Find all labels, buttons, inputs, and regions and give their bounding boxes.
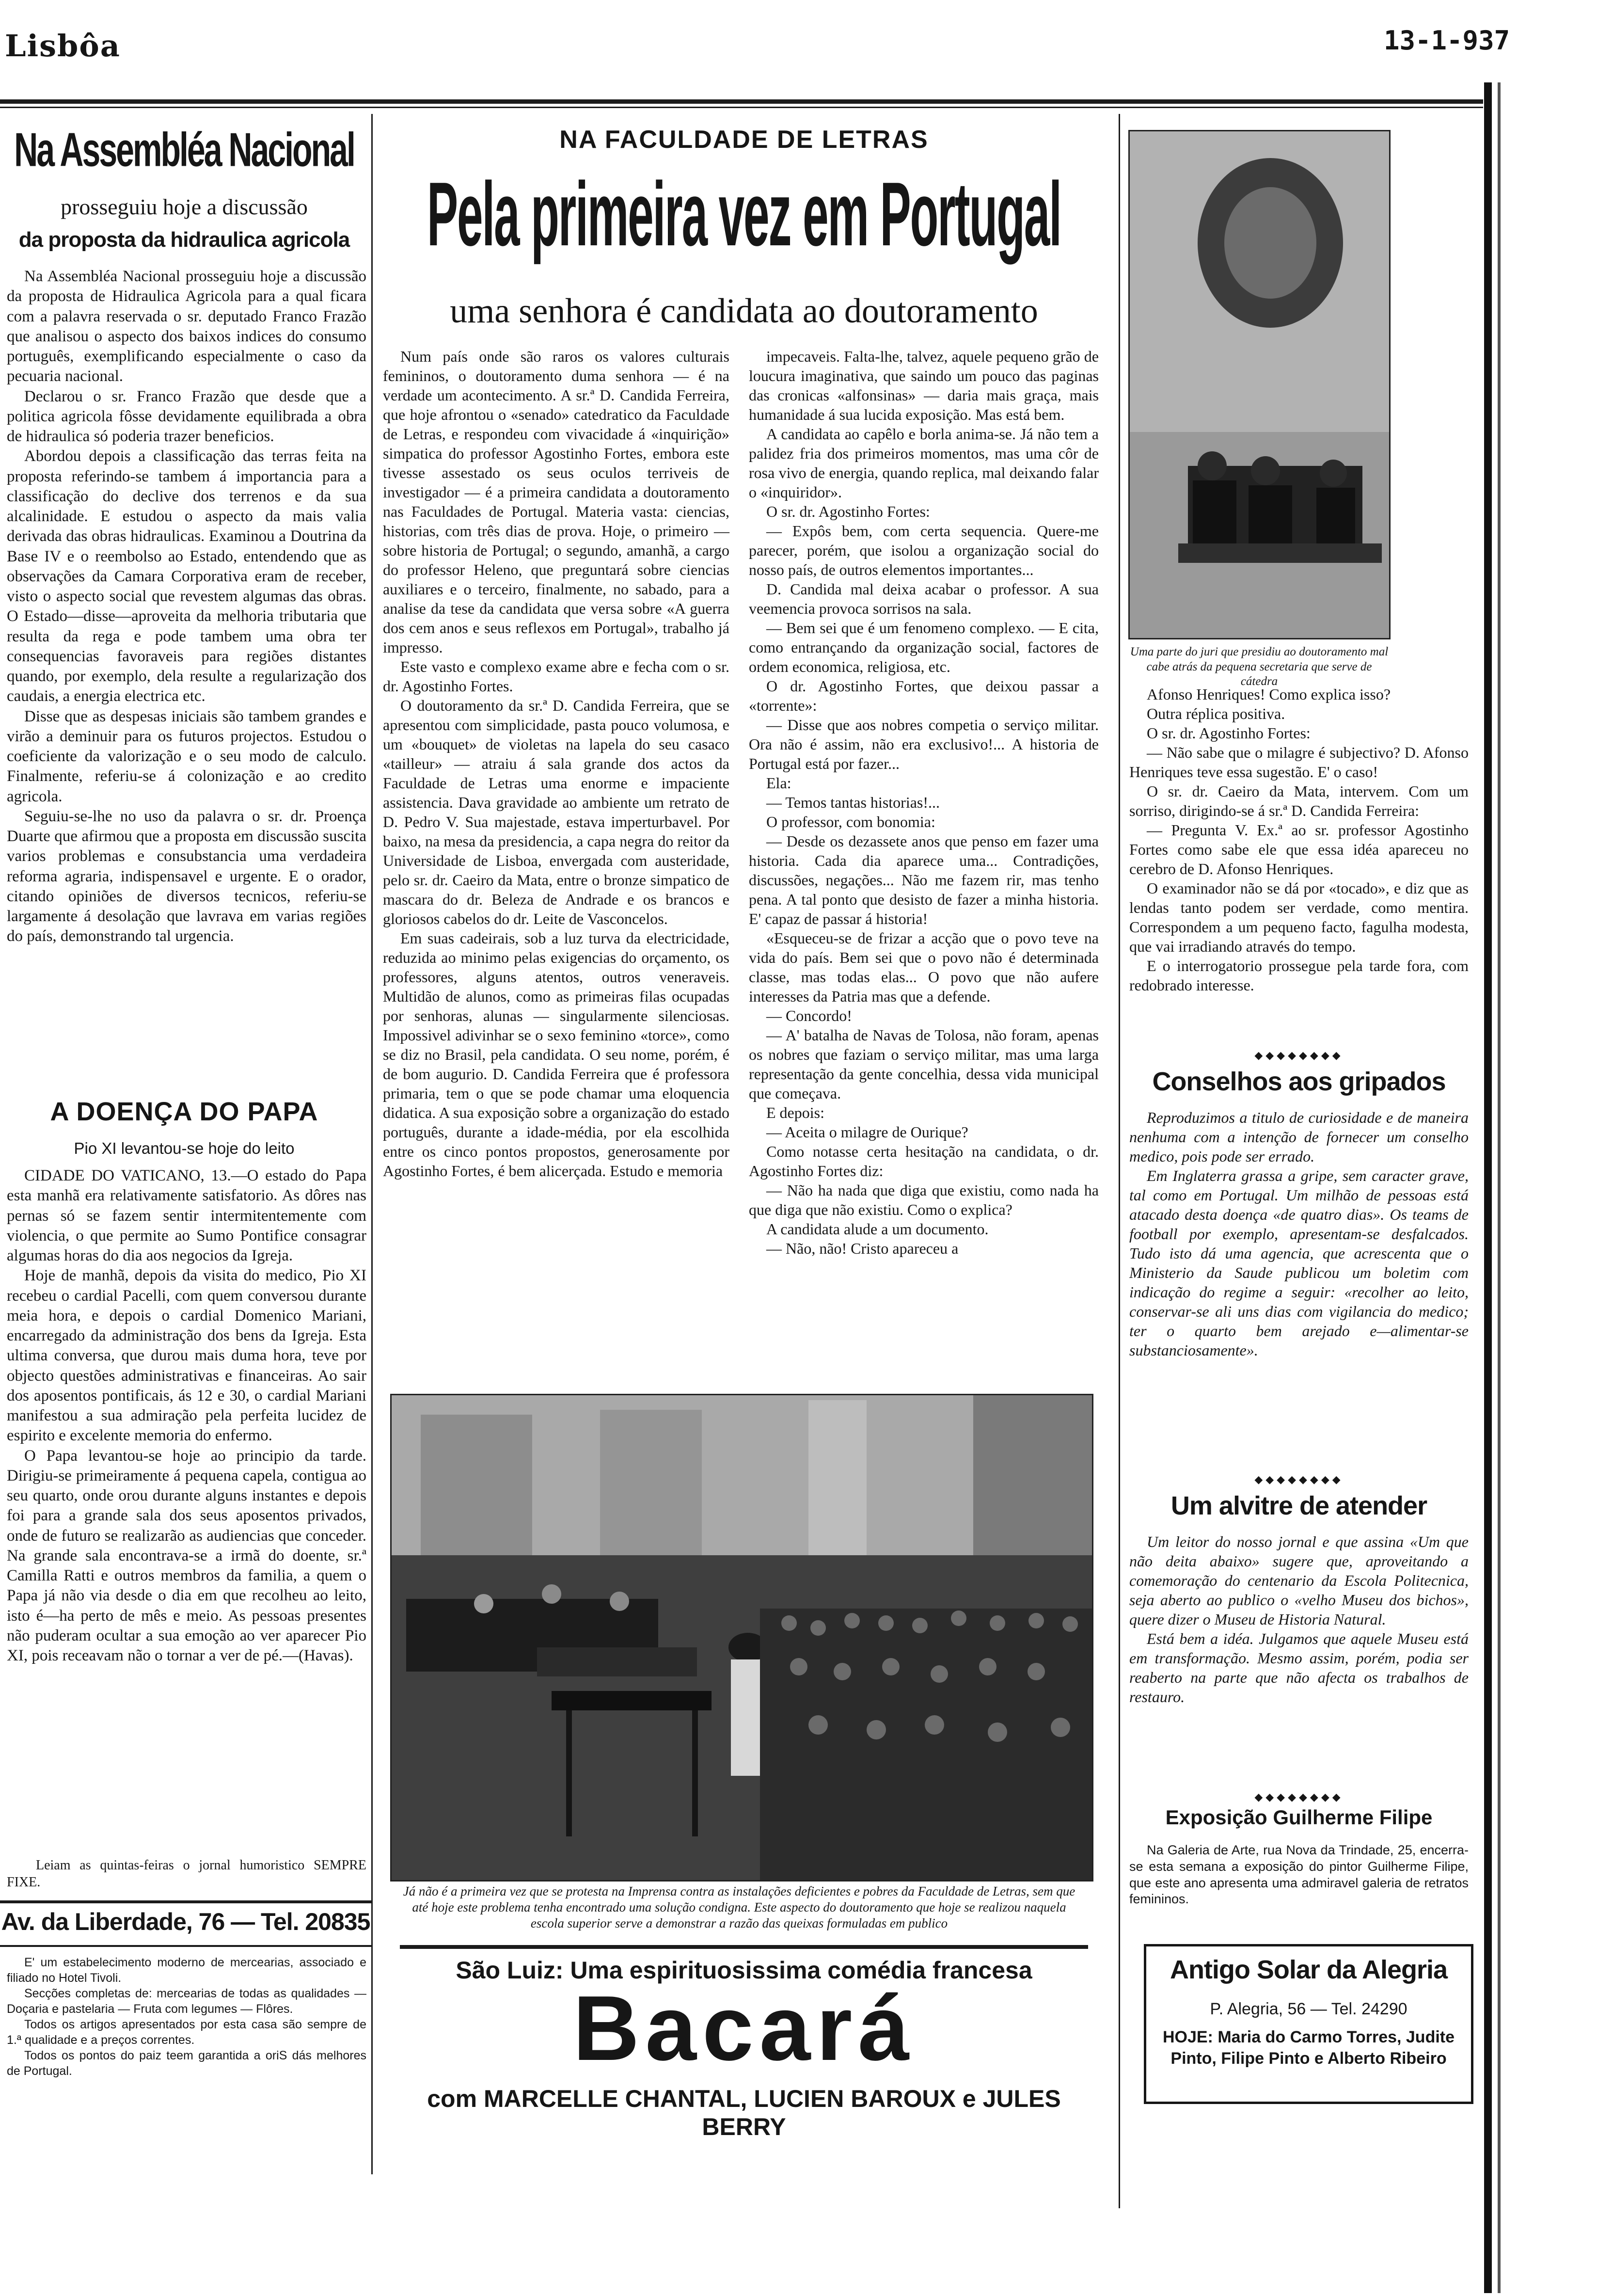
masthead-rule-thin: [0, 107, 1483, 108]
solar-text: HOJE: Maria do Carmo Torres, Judite Pinto, Filipe Pinto e Alberto Ribeiro: [1162, 2028, 1455, 2068]
bacara-cast: com MARCELLE CHANTAL, LUCIEN BAROUX e JULES BERRY: [427, 2085, 1061, 2140]
paragraph: Num país onde são raros os valores culturais femininos, o doutoramento duma senhora — é na verdade um acontecimento. A sr.ª D. Candida Ferreira, que hoje afrontou o «senado» catedratico da Faculdade de Letras, e respondeu com vivacidade á «inquirição» simpatica do professor Agostinho Fortes, embora este tivesse assestado os seus oculos terriveis de investigador — é a primeira candidata a doutoramento nas Faculdades de Portugal. Materia vasta: ciencias, historias, com três dias de prova. Hoje, o primeiro — sobre historia de Portugal; o segundo, amanhã, a cargo do professor Heleno, que preguntará sobre ciencias auxiliares e o terceiro, finalmente, no sabado, para a analise da tese da candidata que versa sobre «A guerra dos cem anos e seus reflexos em Portugal», trabalho já impresso.: [383, 348, 729, 656]
assembleia-headline: Na Assembléa Nacional: [14, 123, 354, 177]
assembleia-body: [7, 267, 366, 947]
paragraph: — Não sabe que o milagre é subjectivo? D. Afonso Henriques teve essa sugestão. E' o caso!: [1129, 744, 1469, 781]
masthead-rule: [0, 99, 1483, 104]
paragraph: Em suas cadeirais, sob a luz turva da electricidade, reduzida ao minimo pelas exigencias do orçamento, os professores, alguns atentos, outros veneraveis. Multidão de alunos, como as primeiras filas ocupadas por senhoras, alunas — singularmente silenciosas. Impossivel adivinhar se o sexo feminino «torce», como se diz no Brasil, pela candidata. O seu nome, porém, é de bom augurio. D. Candida Ferreira que é professora primaria, tem o que se pode chamar uma eloquencia didatica. A sua exposição sobre a organização do estado português, durante a idade-média, por ela escolhida entre os cinco pontos propostos, generosamente por Agostinho Fortes, é bem alicerçada. Estudo e memoria: [383, 929, 729, 1180]
paragraph: O professor, com bonomia:: [766, 813, 935, 830]
paragraph: Está bem a idéa. Julgamos que aquele Museu está em transformação. Mesmo assim, porém, podia ser reaberto na parte que não afecta os trabalhos de restauro.: [1129, 1630, 1469, 1706]
right-continuation: [1129, 685, 1469, 995]
paragraph: Hoje de manhã, depois da visita do medico, Pio XI recebeu o cardial Pacelli, com quem conversou durante meia hora, e depois o cardial Domenico Mariani, encarregado da administração dos bens da Igreja. Esta ultima conversa, que durou mais duma hora, teve por objecto questões administrativas e financeiras. Ao sair dos aposentos pontificais, ás 12 e 30, o cardial Mariani manifestou a sua admiração pela perfeita lucidez de espirito e excelente memoria do enfermo.: [7, 1267, 366, 1445]
paragraph: — Desde os dezassete anos que penso em fazer uma historia. Cada dia aparece uma... Contradições, discussões, negações... Não me fazem rir, mas tenho pena. A tal ponto que desisto de fazer a minha historia. E' capaz de passar á historia!: [749, 832, 1099, 927]
paragraph: Na Galeria de Arte, rua Nova da Trindade, 25, encerra-se esta semana a exposição do pintor Guilherme Filipe, que este ano apresenta uma admiravel galeria de retratos femininos.: [1129, 1843, 1469, 1907]
paragraph: Como notasse certa hesitação na candidata, o dr. Agostinho Fortes diz:: [749, 1143, 1099, 1180]
masthead-city: Lisbôa: [5, 28, 121, 64]
paragraph: Este vasto e complexo exame abre e fecha com o sr. dr. Agostinho Fortes.: [383, 658, 729, 695]
paragraph: Na Assembléa Nacional prosseguiu hoje a discussão da proposta de Hidraulica Agricola para a qual ficara com a palavra reservada o sr. deputado Franco Frazão que analisou o aspecto dos baixos indices do consumo português, exemplificando especialmente o caso da pecuaria nacional.: [7, 268, 366, 385]
paragraph: — Temos tantas historias!...: [766, 794, 940, 811]
paragraph: — Aceita o milagre de Ourique?: [766, 1123, 968, 1141]
paragraph: E depois:: [766, 1104, 824, 1121]
papa-subhead: Pio XI levantou-se hoje do leito: [74, 1139, 295, 1157]
paragraph: Afonso Henriques! Como explica isso?: [1147, 686, 1391, 703]
ad-address: Av. da Liberdade, 76 — Tel. 20835: [1, 1908, 370, 1935]
column-rule: [1119, 114, 1120, 2208]
paragraph: A candidata alude a um documento.: [766, 1220, 989, 1238]
ad-paragraph: Todos os pontos do paiz teem garantida a oriS dás melhores de Portugal.: [7, 2049, 366, 2078]
paragraph: — Expôs bem, com certa sequencia. Quere-me parecer, porém, que isolou a organização social do nosso país, de outros elementos importantes...: [749, 522, 1099, 578]
paragraph: CIDADE DO VATICANO, 13.—O estado do Papa esta manhã era relativamente satisfatorio. As dôres nas pernas só se fazem sentir intermitentemente com violencia, o que permite ao Sumo Pontifice consagrar algumas horas do dia aos negocios da Igreja.: [7, 1167, 366, 1264]
paragraph: «Esqueceu-se de frizar a acção que o povo teve na vida do país. Bem sei que o povo não é determinada classe, mas todas elas... O povo que não aufere interesses da Patria mas que a defende.: [749, 929, 1099, 1005]
paragraph: O doutoramento da sr.ª D. Candida Ferreira, que se apresentou com simplicidade, pasta pouco volumosa, e um «bouquet» de violetas na lapela do seu casaco «tailleur» — atraiu á sala grande dos actos da Faculdade de Letras uma enorme e impaciente assistencia. Dava gravidade ao ambiente um retrato de D. Pedro V. Sua majestade, estava imperturbavel. Por baixo, na mesa da presidencia, a capa negra do reitor da Universidade de Lisboa, envergada com austeridade, pelo sr. dr. Caeiro da Mata, entre o bronze simpatico de mascara do dr. Beleza de Andrade e os brancos e gloriosos cabelos do dr. Leite de Vasconcelos.: [383, 697, 729, 927]
paragraph: impecaveis. Falta-lhe, talvez, aquele pequeno grão de loucura imaginativa, que saindo um pouco das paginas das cronicas «alfonsinas» — daria mais graça, mais humanidade á sua lucida exposição. Mas está bem.: [749, 348, 1099, 423]
ad-paragraph: E' um estabelecimento moderno de mercearias, associado e filiado no Hotel Tivoli.: [7, 1956, 366, 1985]
solar-address: P. Alegria, 56 — Tel. 24290: [1210, 2000, 1407, 2018]
papa-body: [7, 1166, 366, 1666]
exam-hall-caption: Já não é a primeira vez que se protesta na Imprensa contra as instalações deficientes e pobres da Faculdade de Letras, sem que até hoje este problema tenha encontrado uma solução condigna. Este aspecto do doutoramento que hoje se realizou naquela escola superior serve a demonstrar a razão das queixas formuladas em publico: [403, 1884, 1075, 1930]
bacara-line1: São Luiz: Uma espirituosissima comédia francesa: [456, 1957, 1032, 1984]
divider-ornament: ◆◆◆◆◆◆◆◆: [1254, 1050, 1344, 1062]
alvitre-body: [1129, 1532, 1469, 1706]
paragraph: Outra réplica positiva.: [1147, 705, 1285, 722]
paragraph: — Não ha nada que diga que existiu, como nada ha que diga que não existiu. Como o explica?: [749, 1181, 1099, 1218]
papa-headline: A DOENÇA DO PAPA: [50, 1097, 318, 1126]
paragraph: Seguiu-se-lhe no uso da palavra o sr. dr. Proença Duarte que afirmou que a proposta em discussão suscita varios problemas e consubstancia uma verdadeira reforma agraria, indispensavel e urgente. E o orador, citando opiniões de diversos tecnicos, referiu-se largamente á desolação que lavrava em varias regiões do país, demonstrando tal urgencia.: [7, 807, 366, 945]
jury-illustration: [1130, 131, 1389, 638]
center-subhead: uma senhora é candidata ao doutoramento: [450, 291, 1038, 330]
divider-ornament: ◆◆◆◆◆◆◆◆: [1254, 1791, 1344, 1803]
solar-title: Antigo Solar da Alegria: [1170, 1955, 1448, 1984]
bacara-title: Bacará: [573, 1977, 915, 2080]
paragraph: E o interrogatorio prossegue pela tarde fora, com redobrado interesse.: [1129, 957, 1469, 994]
paragraph: Ela:: [766, 774, 791, 792]
exposicao-body: [1129, 1842, 1469, 1908]
papa-footer: Leiam as quintas-feiras o jornal humoristico SEMPRE FIXE.: [7, 1858, 366, 1890]
paragraph: — Bem sei que é um fenomeno complexo. — E cita, como entrançando da organização social, factores de ordem economica, religiosa, etc.: [749, 619, 1099, 675]
assembleia-subhead-2: da proposta da hidraulica agricola: [18, 228, 350, 252]
paragraph: Em Inglaterra grassa a gripe, sem caracter grave, tal como em Portugal. Um milhão de pessoas está atacado desta doença «de quatro dias». Os teams de football por exemplo, apresentam-se desfalcados. Tudo isto dá uma agencia, que acrescenta que o Ministerio da Saude publicou um boletim com indicação do regime a seguir: «recolher ao leito, conservar-se ali uns dias com vigilancia do medico; ter o quarto bem arejado e—alimentar-se substanciosamente».: [1129, 1167, 1469, 1359]
ad-body: [7, 1955, 366, 2079]
jury-photo: [1128, 130, 1391, 639]
paragraph: — A' batalha de Navas de Tolosa, não foram, apenas os nobres que faziam o serviço militar, mas uma larga representação da gente concelhia, dessa vida municipal que começava.: [749, 1026, 1099, 1102]
paragraph: A candidata ao capêlo e borla anima-se. Já não tem a palidez fria dos primeiros momentos, mas uma côr de rosa vivo de energia, quando replica, mal deixando falar o «inquiridor».: [749, 425, 1099, 501]
paragraph: O sr. dr. Agostinho Fortes:: [766, 503, 930, 520]
masthead-date: 13-1-937: [1384, 25, 1510, 56]
paragraph: Disse que as despesas iniciais são tambem grandes e virão a deminuir para os futuros projectos. Estudou o coeficiente da valorização e o seu modo de calculo. Finalmente, referiu-se á colonização e ao credito agricola.: [7, 707, 366, 805]
paragraph: O examinador não se dá por «tocado», e diz que as lendas tanto podem ser verdade, como mentira. Correspondem a um pequeno facto, fagulha modesta, que vai irradiando através do tempo.: [1129, 879, 1469, 955]
exam-hall-photo: [390, 1394, 1093, 1881]
ad-rule: [0, 1900, 371, 1903]
center-headline: Pela primeira vez em Portugal: [427, 170, 1061, 265]
paragraph: O Papa levantou-se hoje ao principio da tarde. Dirigiu-se primeiramente á pequena capela, contigua ao seu quarto, onde orou durante alguns instantes e depois foi para a grande sala dos seus aposentos privados, onde de futuro se realizarão as audiencias que conceder. Na grande sala encontrava-se a irmã do doente, sr.ª Camilla Ratti e outros membros da familia, a quem o Papa já não via desde o dia em que recolheu ao leito, isto é—ha perto de mês e meio. As pessoas presentes não puderam ocultar a sua emoção ao ver aparecer Pio XI, pois receavam não o tornar a ver de pé.—(Havas).: [7, 1447, 366, 1664]
center-column-b: [749, 347, 1099, 1258]
bacara-rule-top: [400, 1945, 1088, 1949]
edge-stripe-2: [1498, 82, 1501, 2293]
assembleia-subhead-1: prosseguiu hoje a discussão: [61, 194, 308, 219]
paragraph: O sr. dr. Caeiro da Mata, intervem. Com um sorriso, dirigindo-se á sr.ª D. Candida Ferreira:: [1129, 782, 1469, 819]
paragraph: — Disse que aos nobres competia o serviço militar. Ora não é assim, não era exclusivo!... A historia de Portugal está por fazer...: [749, 716, 1099, 772]
ad-paragraph: Secções completas de: mercearias de todas as qualidades — Doçaria e pastelaria — Fruta com legumes — Flôres.: [7, 1987, 366, 2016]
paragraph: Declarou o sr. Franco Frazão que desde que a politica agricola fôsse devidamente equilibrada a obra de hidraulica só poderia trazer beneficios.: [7, 387, 366, 445]
exam-hall-illustration: [392, 1395, 1092, 1880]
paragraph: — Pregunta V. Ex.ª ao sr. professor Agostinho Fortes como sabe ele que essa idéa apareceu no cerebro de D. Afonso Henriques.: [1129, 821, 1469, 877]
paragraph: D. Candida mal deixa acabar o professor. A sua veemencia provoca sorrisos na sala.: [749, 580, 1099, 617]
paragraph: O dr. Agostinho Fortes, que deixou passar a «torrente»:: [749, 677, 1099, 714]
exposicao-headline: Exposição Guilherme Filipe: [1165, 1806, 1433, 1829]
alvitre-headline: Um alvitre de atender: [1170, 1491, 1427, 1520]
center-kicker: NA FACULDADE DE LETRAS: [559, 126, 929, 154]
ad-paragraph: Todos os artigos apresentados por esta casa são sempre de 1.ª qualidade e a preços correntes.: [7, 2018, 366, 2047]
paragraph: O sr. dr. Agostinho Fortes:: [1147, 724, 1311, 742]
paragraph: Abordou depois a classificação das terras feita na proposta referindo-se tambem á importancia para a classificação do declive dos terrenos e da sua alcalinidade. E estudou o aspecto da mais valia derivada das obras hidraulicas. Examinou a Doutrina da Base IV e o reembolso ao Estado, entendendo que as observações da Camara Corporativa eram de receber, visto o aspecto social que revestem algumas das obras. O Estado—disse—aproveita da melhoria tributaria que resulta da rega e pode tambem uma obra ter consequencias favoraveis para regiões distantes quando, por exemplo, dela resulte a regularização dos caudais, a energia electrica etc.: [7, 447, 366, 705]
conselhos-body: [1129, 1108, 1469, 1360]
paragraph: Reproduzimos a titulo de curiosidade e de maneira nenhuma com a intenção de fornecer um conselho medico, pois pode ser errado.: [1129, 1109, 1469, 1165]
jury-caption: Uma parte do juri que presidiu ao doutoramento mal cabe atrás da pequena secretaria que serve de cátedra: [1130, 645, 1389, 688]
paragraph: — Não, não! Cristo apareceu a: [766, 1240, 959, 1257]
column-rule: [371, 114, 373, 2174]
center-column-a: [383, 347, 729, 1180]
edge-stripe: [1484, 82, 1492, 2293]
divider-ornament: ◆◆◆◆◆◆◆◆: [1254, 1474, 1344, 1486]
paragraph: Um leitor do nosso jornal e que assina «Um que não deita abaixo» sugere que, aproveitando a comemoração do centenario da Escola Politecnica, seja aberto ao publico o «velho Museu dos bichos», quere dizer o Museu de Historia Natural.: [1129, 1533, 1469, 1628]
conselhos-headline: Conselhos aos gripados: [1152, 1067, 1446, 1096]
ad-rule-2: [0, 1945, 371, 1947]
paragraph: — Concordo!: [766, 1007, 852, 1024]
